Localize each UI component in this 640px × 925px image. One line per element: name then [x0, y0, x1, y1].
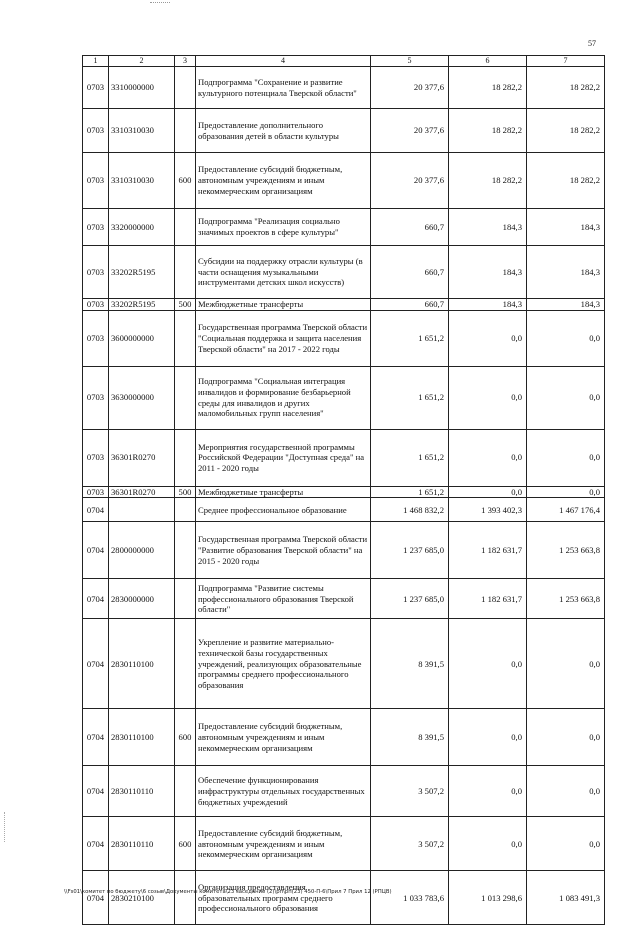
kcsr-code-cell: 2830110100: [109, 619, 175, 709]
amount-cell: 1 467 176,4: [527, 498, 605, 522]
item-name-cell: Государственная программа Тверской области "Социальная поддержка и защита населения Тверской области" на 2017 - 2022 годы: [196, 310, 371, 366]
section-cell: 0704: [83, 579, 109, 619]
file-path-footer: \\Fs01\комитет по бюджету\6 созыв\Документы комитета\23 заседание (2)\рп\рп(23) 450-П-6\Прил 7 Прил 12 (РПЦВ): [64, 889, 392, 895]
section-cell: 0704: [83, 766, 109, 817]
section-cell: 0703: [83, 299, 109, 311]
amount-cell: 0,0: [449, 766, 527, 817]
budget-table: [82, 55, 605, 925]
section-cell: 0704: [83, 498, 109, 522]
kcsr-code-cell: 3320000000: [109, 209, 175, 246]
column-header: 6: [449, 56, 527, 67]
amount-cell: 0,0: [527, 366, 605, 429]
table-row: [83, 310, 605, 366]
item-name-cell: Мероприятия государственной программы Российской Федерации "Доступная среда" на 2011 - 2020 годы: [196, 429, 371, 486]
amount-cell: 184,3: [449, 246, 527, 299]
amount-cell: 1 237 685,0: [371, 522, 449, 579]
section-cell: 0703: [83, 153, 109, 209]
kvr-code-cell: 500: [175, 486, 196, 498]
kvr-code-cell: 600: [175, 709, 196, 766]
column-header: 2: [109, 56, 175, 67]
table-row: [83, 209, 605, 246]
section-cell: 0704: [83, 709, 109, 766]
section-cell: 0703: [83, 429, 109, 486]
amount-cell: 0,0: [449, 709, 527, 766]
kcsr-code-cell: 2830110110: [109, 766, 175, 817]
table-row: [83, 67, 605, 109]
amount-cell: 20 377,6: [371, 109, 449, 153]
section-cell: 0703: [83, 109, 109, 153]
section-cell: 0703: [83, 246, 109, 299]
kcsr-code-cell: 36301R0270: [109, 429, 175, 486]
amount-cell: 0,0: [449, 429, 527, 486]
amount-cell: 1 253 663,8: [527, 579, 605, 619]
amount-cell: 0,0: [527, 766, 605, 817]
amount-cell: 0,0: [527, 486, 605, 498]
amount-cell: 1 651,2: [371, 429, 449, 486]
amount-cell: 18 282,2: [449, 109, 527, 153]
kvr-code-cell: [175, 579, 196, 619]
column-header: 5: [371, 56, 449, 67]
amount-cell: 660,7: [371, 209, 449, 246]
table-row: [83, 299, 605, 311]
column-header: 1: [83, 56, 109, 67]
amount-cell: 1 253 663,8: [527, 522, 605, 579]
kvr-code-cell: [175, 498, 196, 522]
kvr-code-cell: [175, 67, 196, 109]
item-name-cell: Подпрограмма "Сохранение и развитие культурного потенциала Тверской области": [196, 67, 371, 109]
kcsr-code-cell: 36301R0270: [109, 486, 175, 498]
item-name-cell: Государственная программа Тверской области "Развитие образования Тверской области" на 2015 - 2020 годы: [196, 522, 371, 579]
amount-cell: 660,7: [371, 299, 449, 311]
table-row: [83, 871, 605, 925]
kcsr-code-cell: 3310000000: [109, 67, 175, 109]
item-name-cell: Межбюджетные трансферты: [196, 486, 371, 498]
column-header: 7: [527, 56, 605, 67]
kvr-code-cell: [175, 766, 196, 817]
amount-cell: 0,0: [527, 429, 605, 486]
table-row: [83, 429, 605, 486]
column-header: 4: [196, 56, 371, 67]
amount-cell: 18 282,2: [527, 153, 605, 209]
kcsr-code-cell: 3310310030: [109, 109, 175, 153]
item-name-cell: Подпрограмма "Развитие системы профессионального образования Тверской области": [196, 579, 371, 619]
amount-cell: 1 083 491,3: [527, 871, 605, 925]
table-row: [83, 817, 605, 871]
section-cell: 0704: [83, 619, 109, 709]
amount-cell: 8 391,5: [371, 619, 449, 709]
section-cell: 0703: [83, 67, 109, 109]
table-row: [83, 619, 605, 709]
amount-cell: 18 282,2: [449, 67, 527, 109]
amount-cell: 0,0: [449, 817, 527, 871]
item-name-cell: Организация предоставления образовательных программ среднего профессионального образования: [196, 871, 371, 925]
amount-cell: 0,0: [449, 619, 527, 709]
kvr-code-cell: [175, 619, 196, 709]
kcsr-code-cell: 2830210100: [109, 871, 175, 925]
amount-cell: 0,0: [527, 310, 605, 366]
table-row: [83, 109, 605, 153]
section-cell: 0704: [83, 522, 109, 579]
kcsr-code-cell: 2800000000: [109, 522, 175, 579]
section-cell: 0703: [83, 486, 109, 498]
item-name-cell: Обеспечение функционирования инфраструктуры отдельных государственных бюджетных учреждений: [196, 766, 371, 817]
kcsr-code-cell: 2830110100: [109, 709, 175, 766]
amount-cell: 1 182 631,7: [449, 579, 527, 619]
item-name-cell: Предоставление субсидий бюджетным, автономным учреждениям и иным некоммерческим организациям: [196, 709, 371, 766]
item-name-cell: Межбюджетные трансферты: [196, 299, 371, 311]
section-cell: 0703: [83, 366, 109, 429]
amount-cell: 1 033 783,6: [371, 871, 449, 925]
table-row: [83, 522, 605, 579]
amount-cell: 3 507,2: [371, 766, 449, 817]
table-row: [83, 498, 605, 522]
scan-mark: [150, 2, 170, 3]
item-name-cell: Укрепление и развитие материально-технической базы государственных учреждений, реализующих образовательные программы среднего профессионального образования: [196, 619, 371, 709]
kvr-code-cell: 600: [175, 153, 196, 209]
page-number: 57: [588, 39, 596, 48]
amount-cell: 0,0: [449, 486, 527, 498]
item-name-cell: Субсидии на поддержку отрасли культуры (в части оснащения музыкальными инструментами детских школ искусств): [196, 246, 371, 299]
amount-cell: 1 393 402,3: [449, 498, 527, 522]
amount-cell: 1 651,2: [371, 366, 449, 429]
scan-mark: [4, 812, 6, 842]
kvr-code-cell: [175, 429, 196, 486]
amount-cell: 184,3: [449, 299, 527, 311]
item-name-cell: Предоставление дополнительного образования детей в области культуры: [196, 109, 371, 153]
table-row: [83, 153, 605, 209]
amount-cell: 184,3: [449, 209, 527, 246]
table-row: [83, 766, 605, 817]
amount-cell: 184,3: [527, 299, 605, 311]
header-row: [83, 56, 605, 67]
amount-cell: 18 282,2: [449, 153, 527, 209]
item-name-cell: Подпрограмма "Социальная интеграция инвалидов и формирование безбарьерной среды для инвалидов и других маломобильных групп населения": [196, 366, 371, 429]
table-row: [83, 579, 605, 619]
amount-cell: 3 507,2: [371, 817, 449, 871]
item-name-cell: Подпрограмма "Реализация социально значимых проектов в сфере культуры": [196, 209, 371, 246]
amount-cell: 0,0: [527, 817, 605, 871]
kcsr-code-cell: 3600000000: [109, 310, 175, 366]
amount-cell: 20 377,6: [371, 153, 449, 209]
table-row: [83, 486, 605, 498]
kcsr-code-cell: 33202R5195: [109, 299, 175, 311]
item-name-cell: Среднее профессиональное образование: [196, 498, 371, 522]
kvr-code-cell: [175, 366, 196, 429]
kvr-code-cell: [175, 871, 196, 925]
amount-cell: 20 377,6: [371, 67, 449, 109]
amount-cell: 1 468 832,2: [371, 498, 449, 522]
amount-cell: 0,0: [449, 310, 527, 366]
kvr-code-cell: 500: [175, 299, 196, 311]
kvr-code-cell: 600: [175, 817, 196, 871]
amount-cell: 1 651,2: [371, 310, 449, 366]
amount-cell: 8 391,5: [371, 709, 449, 766]
kvr-code-cell: [175, 209, 196, 246]
kvr-code-cell: [175, 246, 196, 299]
kcsr-code-cell: 3310310030: [109, 153, 175, 209]
amount-cell: 184,3: [527, 246, 605, 299]
amount-cell: 1 182 631,7: [449, 522, 527, 579]
kvr-code-cell: [175, 522, 196, 579]
kcsr-code-cell: 33202R5195: [109, 246, 175, 299]
kcsr-code-cell: 2830110110: [109, 817, 175, 871]
amount-cell: 660,7: [371, 246, 449, 299]
kvr-code-cell: [175, 310, 196, 366]
amount-cell: 184,3: [527, 209, 605, 246]
column-header: 3: [175, 56, 196, 67]
amount-cell: 0,0: [449, 366, 527, 429]
kcsr-code-cell: 2830000000: [109, 579, 175, 619]
table-row: [83, 709, 605, 766]
amount-cell: 1 651,2: [371, 486, 449, 498]
amount-cell: 0,0: [527, 709, 605, 766]
kcsr-code-cell: [109, 498, 175, 522]
table-row: [83, 246, 605, 299]
kvr-code-cell: [175, 109, 196, 153]
section-cell: 0704: [83, 871, 109, 925]
amount-cell: 18 282,2: [527, 67, 605, 109]
amount-cell: 18 282,2: [527, 109, 605, 153]
item-name-cell: Предоставление субсидий бюджетным, автономным учреждениям и иным некоммерческим организациям: [196, 817, 371, 871]
section-cell: 0703: [83, 310, 109, 366]
table-row: [83, 366, 605, 429]
amount-cell: 1 237 685,0: [371, 579, 449, 619]
section-cell: 0703: [83, 209, 109, 246]
item-name-cell: Предоставление субсидий бюджетным, автономным учреждениям и иным некоммерческим организациям: [196, 153, 371, 209]
section-cell: 0704: [83, 817, 109, 871]
amount-cell: 0,0: [527, 619, 605, 709]
table-body: [83, 56, 605, 925]
kcsr-code-cell: 3630000000: [109, 366, 175, 429]
amount-cell: 1 013 298,6: [449, 871, 527, 925]
